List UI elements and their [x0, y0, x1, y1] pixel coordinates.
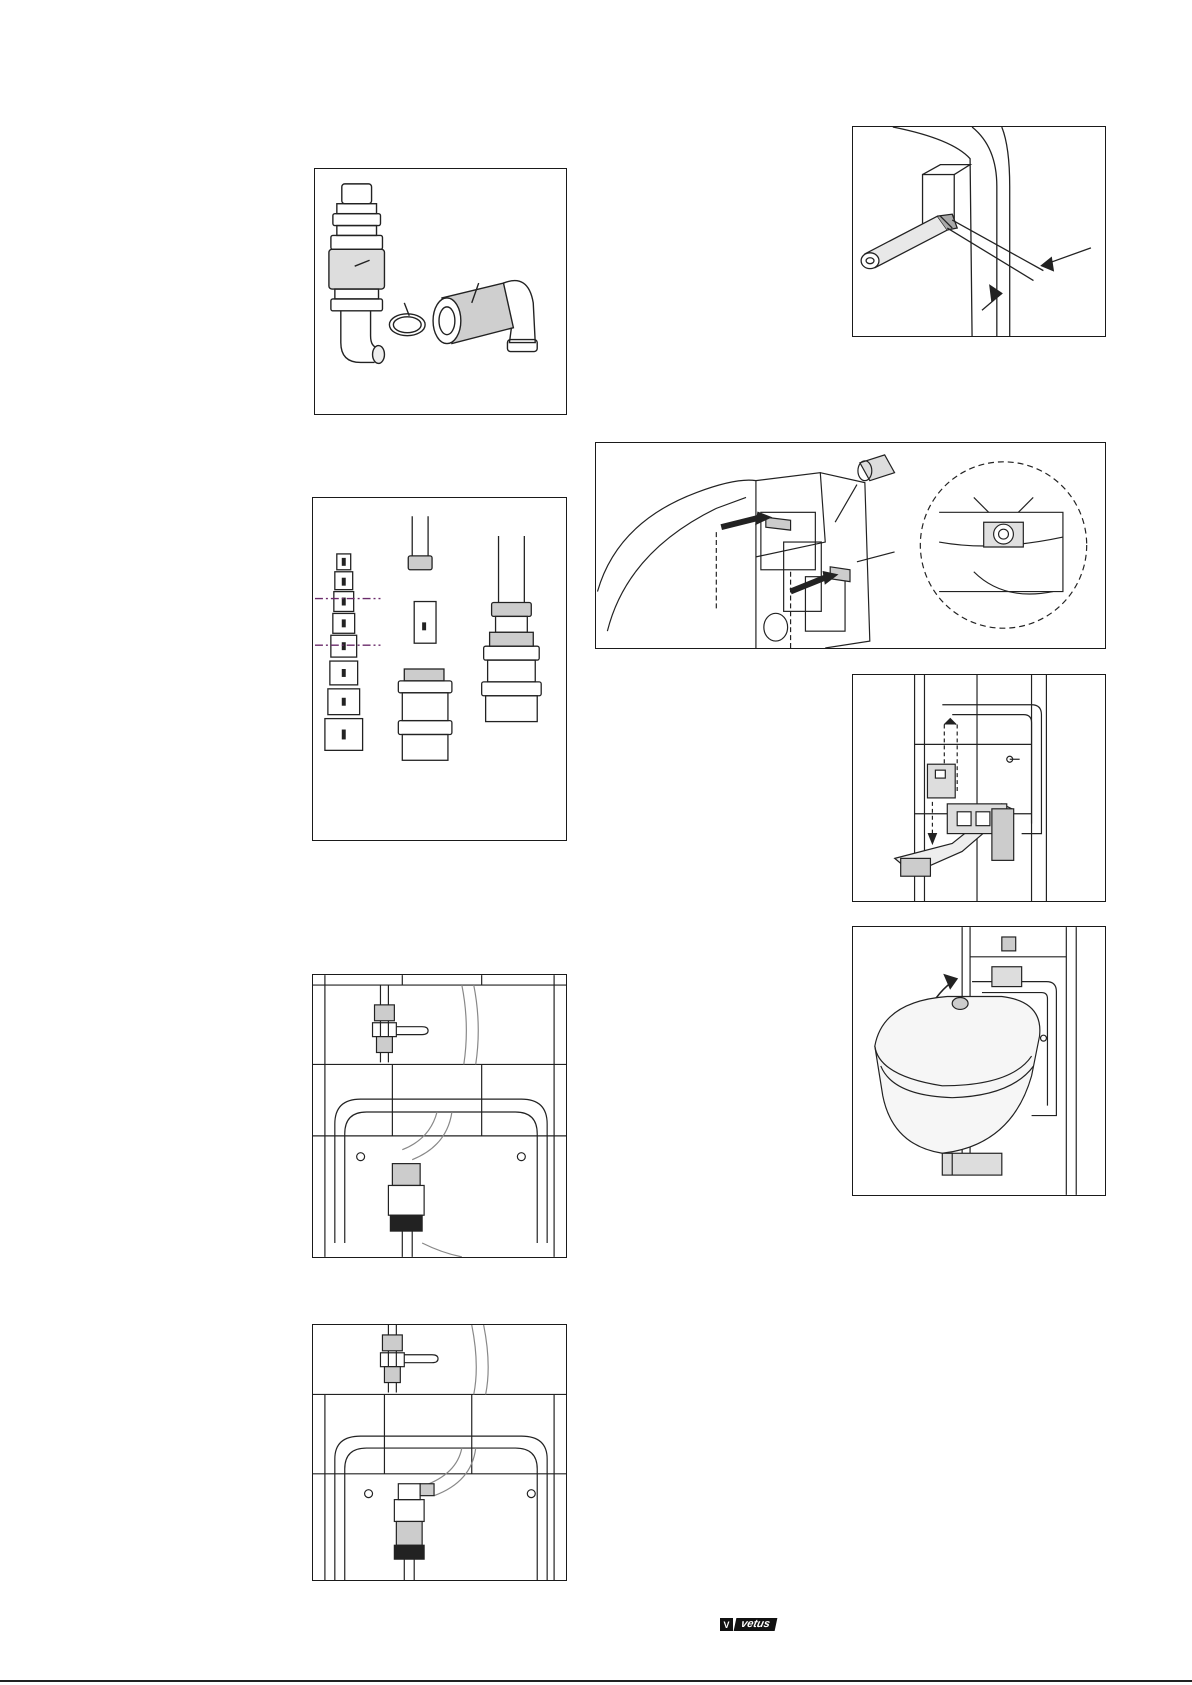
toilet-mounting-illustration [853, 927, 1105, 1195]
bracket-mounting-figure [852, 674, 1106, 902]
water-connection-illustration [313, 1325, 566, 1580]
bolt-insertion-figure [595, 442, 1106, 649]
wall-thickness-illustration [853, 127, 1105, 336]
wall-thickness-figure [852, 126, 1106, 337]
footer-rule [0, 1680, 1192, 1682]
bolt-insertion-illustration [596, 443, 1105, 648]
bracket-mounting-illustration [853, 675, 1105, 901]
pipe-assembly-illustration [315, 169, 566, 414]
pipe-assembly-figure [314, 168, 567, 415]
water-connection-illustration [313, 975, 566, 1257]
adapter-sizes-figure [312, 497, 567, 841]
logo-wordmark: vetus [734, 1618, 778, 1631]
vetus-logo [720, 1617, 776, 1632]
water-connection-figure-bottom [312, 1324, 567, 1581]
adapter-sizes-illustration [313, 498, 566, 840]
logo-mark-icon: V [720, 1618, 733, 1631]
toilet-mounting-figure [852, 926, 1106, 1196]
water-connection-figure-top [312, 974, 567, 1258]
